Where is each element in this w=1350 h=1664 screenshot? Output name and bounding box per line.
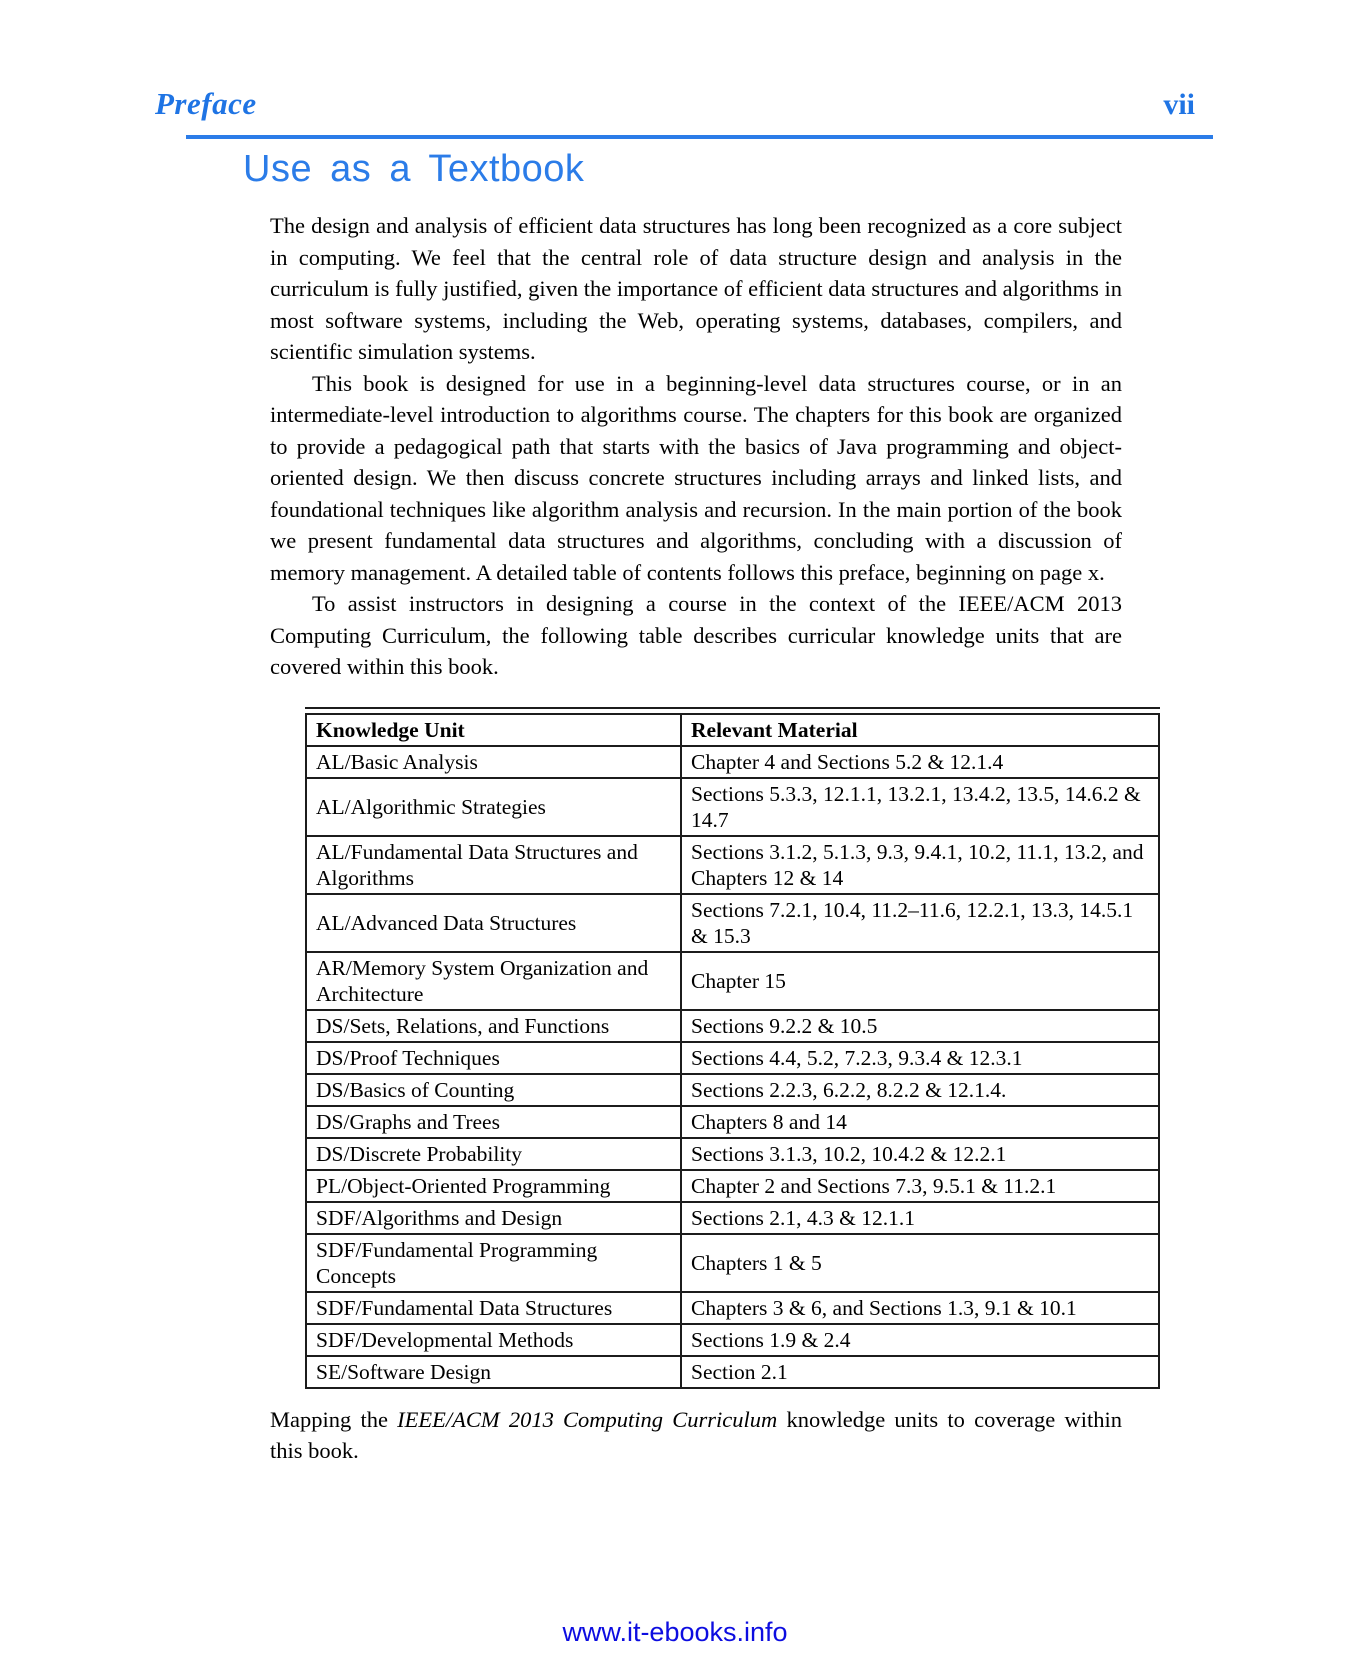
table-row xyxy=(306,1138,1159,1170)
knowledge-unit-cell: SE/Software Design xyxy=(306,1356,681,1388)
relevant-material-cell: Section 2.1 xyxy=(681,1356,1159,1388)
relevant-material-cell: Sections 3.1.3, 10.2, 10.4.2 & 12.2.1 xyxy=(681,1138,1159,1170)
relevant-material-cell: Chapter 2 and Sections 7.3, 9.5.1 & 11.2.1 xyxy=(681,1170,1159,1202)
table-row xyxy=(306,1202,1159,1234)
table-row xyxy=(306,1234,1159,1292)
knowledge-units-table xyxy=(305,713,1160,1389)
knowledge-unit-cell: SDF/Developmental Methods xyxy=(306,1324,681,1356)
table-row xyxy=(306,746,1159,778)
knowledge-unit-cell: AL/Fundamental Data Structures and Algorithms xyxy=(306,836,681,894)
table-row xyxy=(306,1042,1159,1074)
table-row xyxy=(306,1106,1159,1138)
knowledge-unit-cell: DS/Basics of Counting xyxy=(306,1074,681,1106)
relevant-material-cell: Sections 2.2.3, 6.2.2, 8.2.2 & 12.1.4. xyxy=(681,1074,1159,1106)
relevant-material-cell: Chapter 4 and Sections 5.2 & 12.1.4 xyxy=(681,746,1159,778)
knowledge-unit-cell: PL/Object-Oriented Programming xyxy=(306,1170,681,1202)
paragraph: To assist instructors in designing a course in the context of the IEEE/ACM 2013 Computing Curriculum, the following table describes curricular knowledge units that are covered within this book. xyxy=(270,591,1122,679)
knowledge-unit-cell: AL/Advanced Data Structures xyxy=(306,894,681,952)
table-row xyxy=(306,1292,1159,1324)
table-row xyxy=(306,952,1159,1010)
relevant-material-cell: Chapter 15 xyxy=(681,952,1159,1010)
table-row xyxy=(306,778,1159,836)
table-row xyxy=(306,1074,1159,1106)
relevant-material-cell: Sections 2.1, 4.3 & 12.1.1 xyxy=(681,1202,1159,1234)
table-row xyxy=(306,1170,1159,1202)
relevant-material-cell: Sections 1.9 & 2.4 xyxy=(681,1324,1159,1356)
relevant-material-cell: Sections 5.3.3, 12.1.1, 13.2.1, 13.4.2, 13.5, 14.6.2 & 14.7 xyxy=(681,778,1159,836)
column-header-knowledge-unit: Knowledge Unit xyxy=(306,714,681,746)
body-content xyxy=(270,210,1144,1467)
page-footer xyxy=(0,1617,1350,1648)
table-row xyxy=(306,1324,1159,1356)
knowledge-unit-cell: DS/Proof Techniques xyxy=(306,1042,681,1074)
paragraph: This book is designed for use in a beginning-level data structures course, or in an intermediate-level introduction to algorithms course. The chapters for this book are organized to provide a pedagogical path that starts with the basics of Java programming and object-oriented design. We then discuss concrete structures including arrays and linked lists, and foundational techniques like algorithm analysis and recursion. In the main portion of the book we present fundamental data structures and algorithms, concluding with a discussion of memory management. A detailed table of contents follows this preface, beginning on page x. xyxy=(270,370,1122,585)
knowledge-unit-cell: SDF/Fundamental Data Structures xyxy=(306,1292,681,1324)
relevant-material-cell: Chapters 3 & 6, and Sections 1.3, 9.1 & 10.1 xyxy=(681,1292,1159,1324)
running-header-section-title: Preface xyxy=(155,86,257,121)
knowledge-units-table-wrapper xyxy=(305,707,1160,1389)
table-row xyxy=(306,1010,1159,1042)
knowledge-unit-cell: DS/Discrete Probability xyxy=(306,1138,681,1170)
running-header xyxy=(155,86,1195,122)
table-row xyxy=(306,1356,1159,1388)
table-header-row xyxy=(306,714,1159,746)
knowledge-unit-cell: AR/Memory System Organization and Architecture xyxy=(306,952,681,1010)
knowledge-unit-cell: AL/Basic Analysis xyxy=(306,746,681,778)
knowledge-unit-cell: SDF/Fundamental Programming Concepts xyxy=(306,1234,681,1292)
paragraph: The design and analysis of efficient data structures has long been recognized as a core subject in computing. We feel that the central role of data structure design and analysis in the curriculum is fully justified, given the importance of efficient data structures and algorithms in most software systems, including the Web, operating systems, databases, compilers, and scientific simulation systems. xyxy=(270,213,1122,364)
relevant-material-cell: Chapters 1 & 5 xyxy=(681,1234,1159,1292)
caption-text: knowledge units to coverage within this book. xyxy=(270,1406,1122,1463)
table-caption xyxy=(270,1404,1122,1467)
page-number: vii xyxy=(1163,88,1195,121)
relevant-material-cell: Sections 7.2.1, 10.4, 11.2–11.6, 12.2.1, 13.3, 14.5.1 & 15.3 xyxy=(681,894,1159,952)
table-row xyxy=(306,836,1159,894)
relevant-material-cell: Sections 9.2.2 & 10.5 xyxy=(681,1010,1159,1042)
table-row xyxy=(306,894,1159,952)
caption-italic-title: IEEE/ACM 2013 Computing Curriculum xyxy=(397,1406,778,1432)
section-heading: Use as a Textbook xyxy=(243,148,585,190)
header-rule xyxy=(186,135,1213,139)
column-header-relevant-material: Relevant Material xyxy=(681,714,1159,746)
ebook-site-link[interactable]: www.it-ebooks.info xyxy=(562,1617,788,1647)
knowledge-unit-cell: SDF/Algorithms and Design xyxy=(306,1202,681,1234)
relevant-material-cell: Sections 3.1.2, 5.1.3, 9.3, 9.4.1, 10.2, 11.1, 13.2, and Chapters 12 & 14 xyxy=(681,836,1159,894)
caption-text: Mapping the xyxy=(270,1406,398,1432)
relevant-material-cell: Sections 4.4, 5.2, 7.2.3, 9.3.4 & 12.3.1 xyxy=(681,1042,1159,1074)
knowledge-unit-cell: DS/Graphs and Trees xyxy=(306,1106,681,1138)
knowledge-unit-cell: AL/Algorithmic Strategies xyxy=(306,778,681,836)
relevant-material-cell: Chapters 8 and 14 xyxy=(681,1106,1159,1138)
knowledge-unit-cell: DS/Sets, Relations, and Functions xyxy=(306,1010,681,1042)
